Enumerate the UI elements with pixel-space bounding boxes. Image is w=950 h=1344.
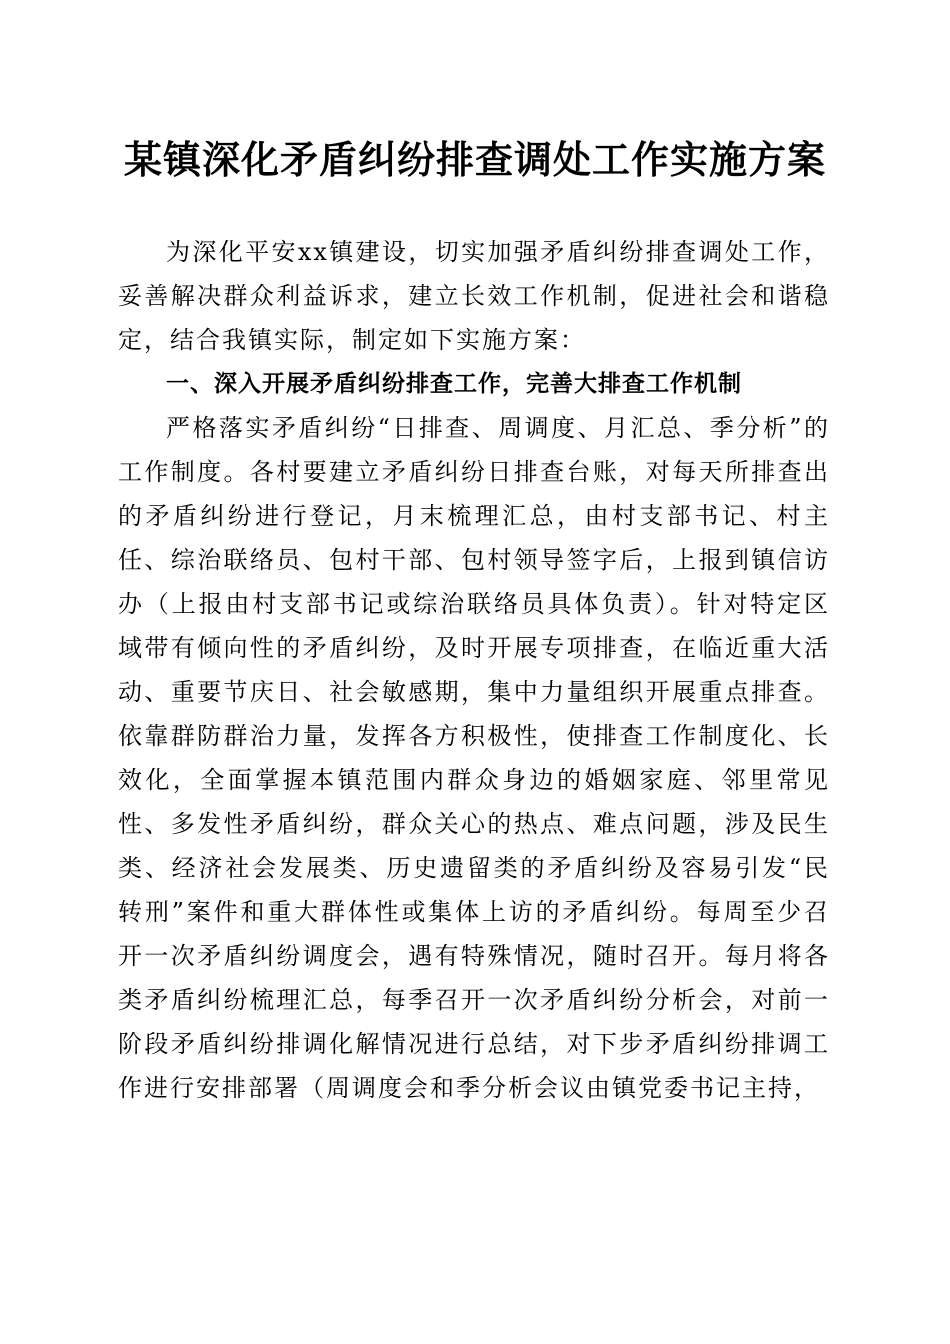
document-title: 某镇深化矛盾纠纷排查调处工作实施方案 bbox=[123, 137, 826, 182]
intro-paragraph: 为深化平安xx镇建设，切实加强矛盾纠纷排查调处工作，妥善解决群众利益诉求，建立长效工作机制，促进社会和谐稳定，结合我镇实际，制定如下实施方案： bbox=[118, 238, 830, 354]
section-heading: 一、深入开展矛盾纠纷排查工作，完善大排查工作机制 bbox=[166, 371, 742, 397]
section-paragraph: 严格落实矛盾纠纷“日排查、周调度、月汇总、季分析”的工作制度。各村要建立矛盾纠纷日排查台账，对每天所排查出的矛盾纠纷进行登记，月末梳理汇总，由村支部书记、村主任、综治联络员、包村干部、包村领导签字后，上报到镇信访办（上报由村支部书记或综治联络员具体负责）。针对特定区域带有倾向性的矛盾纠纷，及时开展专项排查，在临近重大活动、重要节庆日、社会敏感期，集中力量组织开展重点排查。依靠群防群治力量，发挥各方积极性，使排查工作制度化、长效化，全面掌握本镇范围内群众身边的婚姻家庭、邻里常见性、多发性矛盾纠纷，群众关心的热点、难点问题，涉及民生类、经济社会发展类、历史遗留类的矛盾纠纷及容易引发“民转刑”案件和重大群体性或集体上访的矛盾纠纷。每周至少召开一次矛盾纠纷调度会，遇有特殊情况，随时召开。每月将各类矛盾纠纷梳理汇总，每季召开一次矛盾纠纷分析会，对前一阶段矛盾纠纷排调化解情况进行总结，对下步矛盾纠纷排调工作进行安排部署（周调度会和季分析会议由镇党委书记主持， bbox=[118, 414, 830, 1102]
document-body bbox=[118, 230, 830, 1110]
